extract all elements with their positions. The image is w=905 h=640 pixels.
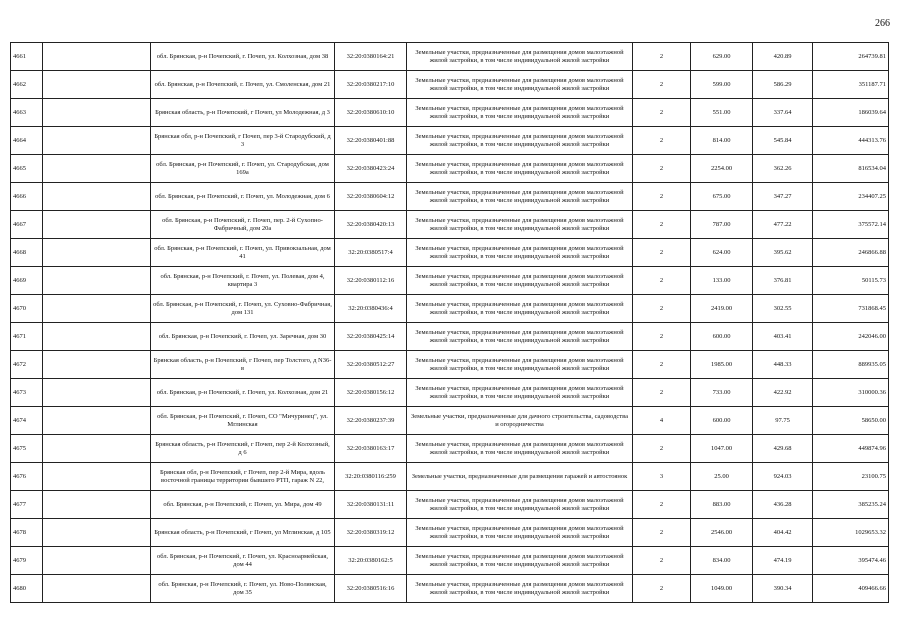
cadastral-value-cell: 385235.24 — [813, 491, 889, 519]
cadastral-value-cell: 816534.04 — [813, 155, 889, 183]
row-number: 4662 — [11, 71, 43, 99]
area-cell: 2254.00 — [691, 155, 753, 183]
cadastral-value-cell: 731868.45 — [813, 295, 889, 323]
category-cell: 2 — [633, 211, 691, 239]
permitted-use-cell: Земельные участки, предназначенные для размещения гаражей и автостоянок — [407, 463, 633, 491]
cadastral-number-cell: 32:20:0380162:5 — [335, 547, 407, 575]
cadastral-number-cell: 32:20:0380164:21 — [335, 43, 407, 71]
category-cell: 2 — [633, 435, 691, 463]
empty-cell — [43, 435, 151, 463]
category-cell: 3 — [633, 463, 691, 491]
cadastral-number-cell: 32:20:0380423:24 — [335, 155, 407, 183]
cadastral-value-cell: 234407.25 — [813, 183, 889, 211]
permitted-use-cell: Земельные участки, предназначенные для размещения домов малоэтажной жилой застройки, в том числе индивидуальной жилой застройки — [407, 211, 633, 239]
area-cell: 1049.00 — [691, 575, 753, 603]
cadastral-number-cell: 32:20:0380610:10 — [335, 99, 407, 127]
row-number: 4673 — [11, 379, 43, 407]
category-cell: 2 — [633, 491, 691, 519]
permitted-use-cell: Земельные участки, предназначенные для размещения домов малоэтажной жилой застройки, в том числе индивидуальной жилой застройки — [407, 435, 633, 463]
empty-cell — [43, 127, 151, 155]
cadastral-value-cell: 449874.96 — [813, 435, 889, 463]
empty-cell — [43, 43, 151, 71]
area-cell: 1985.00 — [691, 351, 753, 379]
empty-cell — [43, 407, 151, 435]
table-row — [11, 407, 889, 435]
permitted-use-cell: Земельные участки, предназначенные для размещения домов малоэтажной жилой застройки, в том числе индивидуальной жилой застройки — [407, 43, 633, 71]
address-cell: обл. Брянская, р-н Почепский, г. Почеп, ул. Ново-Полянская, дом 35 — [151, 575, 335, 603]
address-cell: Брянская обл, р-н Почепский, г Почеп, пер 3-й Стародубский, д 3 — [151, 127, 335, 155]
row-number: 4664 — [11, 127, 43, 155]
cadastral-number-cell: 32:20:0380116:259 — [335, 463, 407, 491]
address-cell: обл. Брянская, р-н Почепский, г. Почеп, ул. Суховно-Фабричная, дом 131 — [151, 295, 335, 323]
area-cell: 600.00 — [691, 323, 753, 351]
permitted-use-cell: Земельные участки, предназначенные для размещения домов малоэтажной жилой застройки, в том числе индивидуальной жилой застройки — [407, 323, 633, 351]
address-cell: обл. Брянская, р-н Почепский, г. Почеп, ул. Заречная, дом 30 — [151, 323, 335, 351]
empty-cell — [43, 211, 151, 239]
table-row — [11, 435, 889, 463]
cadastral-value-cell: 351187.71 — [813, 71, 889, 99]
table-row — [11, 463, 889, 491]
address-cell: обл. Брянская, р-н Почепский, г. Почеп, ул. Красноармейская, дом 44 — [151, 547, 335, 575]
land-registry-table — [10, 42, 889, 603]
row-number: 4668 — [11, 239, 43, 267]
address-cell: обл. Брянская, р-н Почепский, г. Почеп, ул. Привокзальная, дом 41 — [151, 239, 335, 267]
cadastral-number-cell: 32:20:0380156:12 — [335, 379, 407, 407]
row-number: 4678 — [11, 519, 43, 547]
cadastral-value-cell: 1029653.32 — [813, 519, 889, 547]
cadastral-number-cell: 32:20:0380436:4 — [335, 295, 407, 323]
category-cell: 2 — [633, 183, 691, 211]
permitted-use-cell: Земельные участки, предназначенные для размещения домов малоэтажной жилой застройки, в том числе индивидуальной жилой застройки — [407, 267, 633, 295]
area-cell: 814.00 — [691, 127, 753, 155]
area-cell: 733.00 — [691, 379, 753, 407]
rate-cell: 376.81 — [753, 267, 813, 295]
cadastral-value-cell: 242046.00 — [813, 323, 889, 351]
cadastral-number-cell: 32:20:0380163:17 — [335, 435, 407, 463]
cadastral-value-cell: 409466.66 — [813, 575, 889, 603]
table-row — [11, 379, 889, 407]
table-row — [11, 43, 889, 71]
area-cell: 624.00 — [691, 239, 753, 267]
category-cell: 2 — [633, 519, 691, 547]
table-row — [11, 575, 889, 603]
row-number: 4661 — [11, 43, 43, 71]
area-cell: 2546.00 — [691, 519, 753, 547]
empty-cell — [43, 295, 151, 323]
cadastral-value-cell: 444313.76 — [813, 127, 889, 155]
rate-cell: 429.68 — [753, 435, 813, 463]
permitted-use-cell: Земельные участки, предназначенные для размещения домов малоэтажной жилой застройки, в том числе индивидуальной жилой застройки — [407, 155, 633, 183]
cadastral-number-cell: 32:20:0380517:4 — [335, 239, 407, 267]
empty-cell — [43, 575, 151, 603]
table-row — [11, 295, 889, 323]
address-cell: Брянская область, р-н Почепский, г Почеп, пер Толстого, д N36-в — [151, 351, 335, 379]
cadastral-number-cell: 32:20:0380401:88 — [335, 127, 407, 155]
empty-cell — [43, 351, 151, 379]
area-cell: 600.00 — [691, 407, 753, 435]
rate-cell: 477.22 — [753, 211, 813, 239]
row-number: 4670 — [11, 295, 43, 323]
table-row — [11, 71, 889, 99]
address-cell: обл. Брянская, р-н Почепский, г. Почеп, ул. Колхозная, дом 38 — [151, 43, 335, 71]
rate-cell: 420.89 — [753, 43, 813, 71]
cadastral-number-cell: 32:20:0380512:27 — [335, 351, 407, 379]
cadastral-number-cell: 32:20:0380237:39 — [335, 407, 407, 435]
table-row — [11, 491, 889, 519]
cadastral-number-cell: 32:20:0380516:16 — [335, 575, 407, 603]
permitted-use-cell: Земельные участки, предназначенные для размещения домов малоэтажной жилой застройки, в том числе индивидуальной жилой застройки — [407, 351, 633, 379]
address-cell: обл. Брянская, р-н Почепский, г. Почеп, ул. Колхозная, дом 21 — [151, 379, 335, 407]
area-cell: 883.00 — [691, 491, 753, 519]
address-cell: обл. Брянская, р-н Почепский, г. Почеп, пер. 2-й Сухопно-Фабричный, дом 20а — [151, 211, 335, 239]
area-cell: 2419.00 — [691, 295, 753, 323]
cadastral-value-cell: 889935.05 — [813, 351, 889, 379]
cadastral-number-cell: 32:20:0380131:11 — [335, 491, 407, 519]
cadastral-value-cell: 395474.46 — [813, 547, 889, 575]
area-cell: 551.00 — [691, 99, 753, 127]
category-cell: 2 — [633, 267, 691, 295]
row-number: 4679 — [11, 547, 43, 575]
permitted-use-cell: Земельные участки, предназначенные для размещения домов малоэтажной жилой застройки, в том числе индивидуальной жилой застройки — [407, 71, 633, 99]
row-number: 4675 — [11, 435, 43, 463]
table-row — [11, 351, 889, 379]
table-row — [11, 547, 889, 575]
category-cell: 4 — [633, 407, 691, 435]
address-cell: обл. Брянская, р-н Почепский, г. Почеп, ул. Мира, дом 49 — [151, 491, 335, 519]
address-cell: Брянская область, р-н Почепский, г Почеп, ул Мглинская, д 105 — [151, 519, 335, 547]
row-number: 4667 — [11, 211, 43, 239]
address-cell: Брянская область, р-н Почепский, г Почеп, пер 2-й Колхозный, д 6 — [151, 435, 335, 463]
row-number: 4666 — [11, 183, 43, 211]
category-cell: 2 — [633, 155, 691, 183]
rate-cell: 347.27 — [753, 183, 813, 211]
permitted-use-cell: Земельные участки, предназначенные для размещения домов малоэтажной жилой застройки, в том числе индивидуальной жилой застройки — [407, 575, 633, 603]
empty-cell — [43, 463, 151, 491]
area-cell: 629.00 — [691, 43, 753, 71]
cadastral-number-cell: 32:20:0380420:13 — [335, 211, 407, 239]
category-cell: 2 — [633, 351, 691, 379]
area-cell: 1047.00 — [691, 435, 753, 463]
rate-cell: 586.29 — [753, 71, 813, 99]
rate-cell: 337.64 — [753, 99, 813, 127]
category-cell: 2 — [633, 323, 691, 351]
cadastral-value-cell: 58650.00 — [813, 407, 889, 435]
permitted-use-cell: Земельные участки, предназначенные для размещения домов малоэтажной жилой застройки, в том числе индивидуальной жилой застройки — [407, 183, 633, 211]
table-row — [11, 323, 889, 351]
area-cell: 787.00 — [691, 211, 753, 239]
table-row — [11, 127, 889, 155]
rate-cell: 924.03 — [753, 463, 813, 491]
empty-cell — [43, 99, 151, 127]
rate-cell: 448.33 — [753, 351, 813, 379]
empty-cell — [43, 71, 151, 99]
area-cell: 675.00 — [691, 183, 753, 211]
address-cell: Брянская обл, р-н Почепский, г Почеп, пер 2-й Мира, вдоль восточной границы территории бывшего РТП, гараж N 22, — [151, 463, 335, 491]
rate-cell: 97.75 — [753, 407, 813, 435]
category-cell: 2 — [633, 71, 691, 99]
permitted-use-cell: Земельные участки, предназначенные для дачного строительства, садоводства и огородничества — [407, 407, 633, 435]
category-cell: 2 — [633, 239, 691, 267]
table-row — [11, 519, 889, 547]
cadastral-number-cell: 32:20:0380604:12 — [335, 183, 407, 211]
permitted-use-cell: Земельные участки, предназначенные для размещения домов малоэтажной жилой застройки, в том числе индивидуальной жилой застройки — [407, 99, 633, 127]
empty-cell — [43, 155, 151, 183]
permitted-use-cell: Земельные участки, предназначенные для размещения домов малоэтажной жилой застройки, в том числе индивидуальной жилой застройки — [407, 295, 633, 323]
empty-cell — [43, 267, 151, 295]
cadastral-value-cell: 23100.75 — [813, 463, 889, 491]
permitted-use-cell: Земельные участки, предназначенные для размещения домов малоэтажной жилой застройки, в том числе индивидуальной жилой застройки — [407, 547, 633, 575]
category-cell: 2 — [633, 295, 691, 323]
empty-cell — [43, 323, 151, 351]
rate-cell: 362.26 — [753, 155, 813, 183]
cadastral-number-cell: 32:20:0380217:10 — [335, 71, 407, 99]
rate-cell: 474.19 — [753, 547, 813, 575]
cadastral-value-cell: 264739.81 — [813, 43, 889, 71]
category-cell: 2 — [633, 575, 691, 603]
row-number: 4671 — [11, 323, 43, 351]
cadastral-number-cell: 32:20:0380112:16 — [335, 267, 407, 295]
address-cell: обл. Брянская, р-н Почепский, г. Почеп, ул. Смоленская, дом 21 — [151, 71, 335, 99]
table-row — [11, 211, 889, 239]
empty-cell — [43, 183, 151, 211]
address-cell: Брянская область, р-н Почепский, г Почеп, ул Молодежная, д 3 — [151, 99, 335, 127]
category-cell: 2 — [633, 99, 691, 127]
cadastral-value-cell: 186039.64 — [813, 99, 889, 127]
address-cell: обл. Брянская, р-н Почепский, г. Почеп, СО "Мичуринец", ул. Мглинская — [151, 407, 335, 435]
table-body — [11, 43, 889, 603]
empty-cell — [43, 239, 151, 267]
rate-cell: 403.41 — [753, 323, 813, 351]
rate-cell: 395.62 — [753, 239, 813, 267]
rate-cell: 390.34 — [753, 575, 813, 603]
row-number: 4665 — [11, 155, 43, 183]
table-row — [11, 99, 889, 127]
table-row — [11, 155, 889, 183]
category-cell: 2 — [633, 43, 691, 71]
category-cell: 2 — [633, 379, 691, 407]
empty-cell — [43, 491, 151, 519]
cadastral-value-cell: 375572.14 — [813, 211, 889, 239]
cadastral-number-cell: 32:20:0380425:14 — [335, 323, 407, 351]
cadastral-value-cell: 246866.88 — [813, 239, 889, 267]
row-number: 4677 — [11, 491, 43, 519]
row-number: 4680 — [11, 575, 43, 603]
category-cell: 2 — [633, 547, 691, 575]
permitted-use-cell: Земельные участки, предназначенные для размещения домов малоэтажной жилой застройки, в том числе индивидуальной жилой застройки — [407, 127, 633, 155]
area-cell: 599.00 — [691, 71, 753, 99]
address-cell: обл. Брянская, р-н Почепский, г. Почеп, ул. Стародубская, дом 169а — [151, 155, 335, 183]
cadastral-number-cell: 32:20:0380319:12 — [335, 519, 407, 547]
permitted-use-cell: Земельные участки, предназначенные для размещения домов малоэтажной жилой застройки, в том числе индивидуальной жилой застройки — [407, 239, 633, 267]
row-number: 4663 — [11, 99, 43, 127]
cadastral-value-cell: 310000.36 — [813, 379, 889, 407]
area-cell: 25.00 — [691, 463, 753, 491]
rate-cell: 422.92 — [753, 379, 813, 407]
cadastral-value-cell: 50115.73 — [813, 267, 889, 295]
row-number: 4676 — [11, 463, 43, 491]
area-cell: 133.00 — [691, 267, 753, 295]
area-cell: 834.00 — [691, 547, 753, 575]
table-row — [11, 239, 889, 267]
page-number: 266 — [875, 18, 890, 29]
row-number: 4674 — [11, 407, 43, 435]
rate-cell: 302.55 — [753, 295, 813, 323]
rate-cell: 436.28 — [753, 491, 813, 519]
category-cell: 2 — [633, 127, 691, 155]
row-number: 4672 — [11, 351, 43, 379]
permitted-use-cell: Земельные участки, предназначенные для размещения домов малоэтажной жилой застройки, в том числе индивидуальной жилой застройки — [407, 519, 633, 547]
table-row — [11, 267, 889, 295]
rate-cell: 404.42 — [753, 519, 813, 547]
table-row — [11, 183, 889, 211]
permitted-use-cell: Земельные участки, предназначенные для размещения домов малоэтажной жилой застройки, в том числе индивидуальной жилой застройки — [407, 379, 633, 407]
address-cell: обл. Брянская, р-н Почепский, г. Почеп, ул. Полевая, дом 4, квартира 3 — [151, 267, 335, 295]
row-number: 4669 — [11, 267, 43, 295]
permitted-use-cell: Земельные участки, предназначенные для размещения домов малоэтажной жилой застройки, в том числе индивидуальной жилой застройки — [407, 491, 633, 519]
empty-cell — [43, 547, 151, 575]
empty-cell — [43, 379, 151, 407]
empty-cell — [43, 519, 151, 547]
address-cell: обл. Брянская, р-н Почепский, г. Почеп, ул. Молодежная, дом 6 — [151, 183, 335, 211]
rate-cell: 545.84 — [753, 127, 813, 155]
